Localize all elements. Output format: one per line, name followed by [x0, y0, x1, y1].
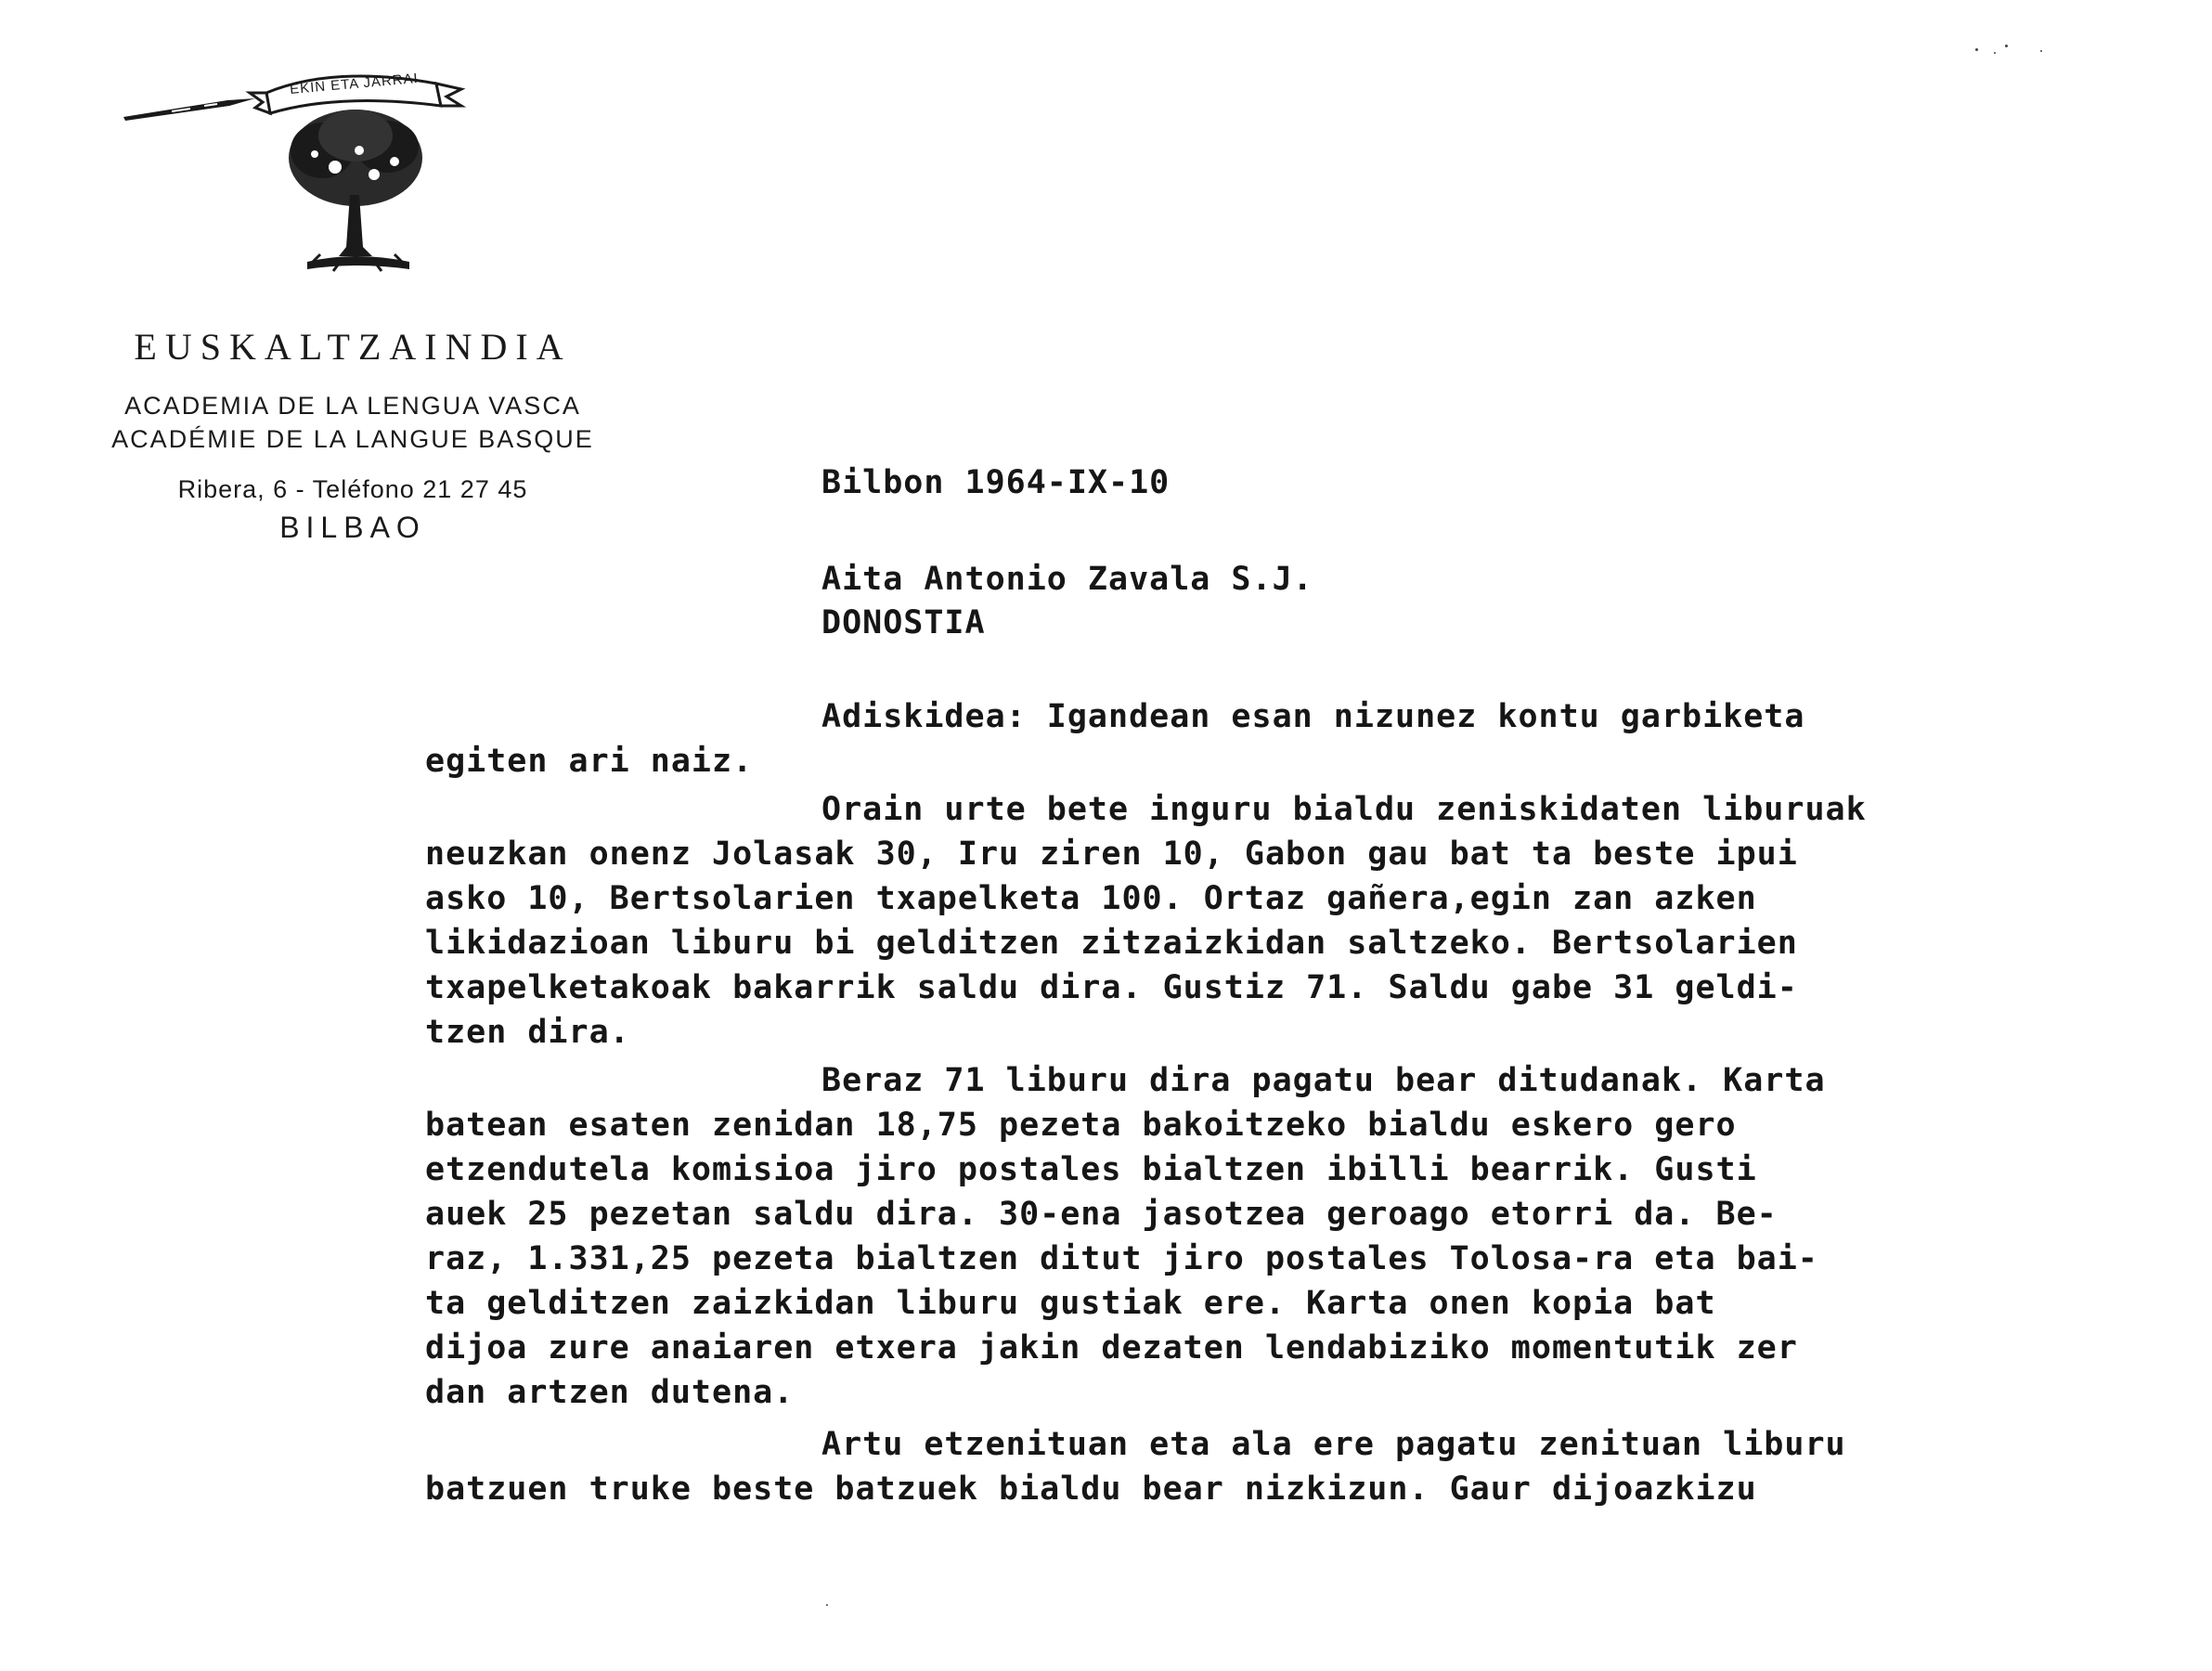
body-line: etzendutela komisioa jiro postales bialtzen ibilli bearrik. Gusti: [425, 1151, 1757, 1188]
scan-speck: [2005, 45, 2008, 47]
body-line: Adiskidea: Igandean esan nizunez kontu garbiketa: [821, 698, 1805, 735]
academy-subtitle-fr: ACADÉMIE DE LA LANGUE BASQUE: [111, 425, 594, 453]
scan-speck: [1994, 52, 1996, 54]
academy-subtitle-es: ACADEMIA DE LA LENGUA VASCA: [124, 392, 581, 420]
body-line: tzen dira.: [425, 1014, 630, 1051]
body-line: Artu etzenituan eta ala ere pagatu zenituan liburu: [821, 1426, 1846, 1463]
body-line: auek 25 pezetan saldu dira. 30-ena jasotzea geroago etorri da. Be-: [425, 1196, 1778, 1233]
body-line: txapelketakoak bakarrik saldu dira. Gustiz 71. Saldu gabe 31 geldi-: [425, 969, 1798, 1006]
body-line: batzuen truke beste batzuek bialdu bear nizkizun. Gaur dijoazkizu: [425, 1470, 1757, 1508]
academy-name: EUSKALTZAINDIA: [134, 326, 572, 368]
body-line: batean esaten zenidan 18,75 pezeta bakoitzeko bialdu eskero gero: [425, 1107, 1737, 1144]
academy-address: Ribera, 6 - Teléfono 21 27 45: [177, 475, 528, 503]
body-line: neuzkan onenz Jolasak 30, Iru ziren 10, Gabon gau bat ta beste ipui: [425, 836, 1798, 873]
body-line: dijoa zure anaiaren etxera jakin dezaten lendabiziko momentutik zer: [425, 1329, 1798, 1367]
body-line: raz, 1.331,25 pezeta bialtzen ditut jiro postales Tolosa-ra eta bai-: [425, 1240, 1818, 1277]
body-line: egiten ari naiz.: [425, 743, 754, 780]
recipient-city: DONOSTIA: [821, 604, 986, 641]
body-line: Orain urte bete inguru bialdu zeniskidaten liburuak: [821, 791, 1867, 828]
body-line: asko 10, Bertsolarien txapelketa 100. Ortaz gañera,egin zan azken: [425, 880, 1757, 917]
body-line: dan artzen dutena.: [425, 1374, 795, 1411]
body-line: Beraz 71 liburu dira pagatu bear ditudanak. Karta: [821, 1062, 1826, 1099]
scan-speck: [826, 1604, 828, 1606]
body-line: ta gelditzen zaizkidan liburu gustiak ere. Karta onen kopia bat: [425, 1285, 1716, 1322]
body-line: likidazioan liburu bi gelditzen zitzaizkidan saltzeko. Bertsolarien: [425, 925, 1798, 962]
letter-date: Bilbon 1964-IX-10: [821, 464, 1171, 501]
recipient-name: Aita Antonio Zavala S.J.: [821, 561, 1313, 598]
scan-speck: [2040, 50, 2042, 52]
motto-text: EKIN ETA JARRAI: [289, 70, 420, 98]
scan-speck: [1975, 48, 1978, 51]
oak-tree-icon: [289, 110, 422, 271]
academy-city: BILBAO: [279, 511, 426, 544]
